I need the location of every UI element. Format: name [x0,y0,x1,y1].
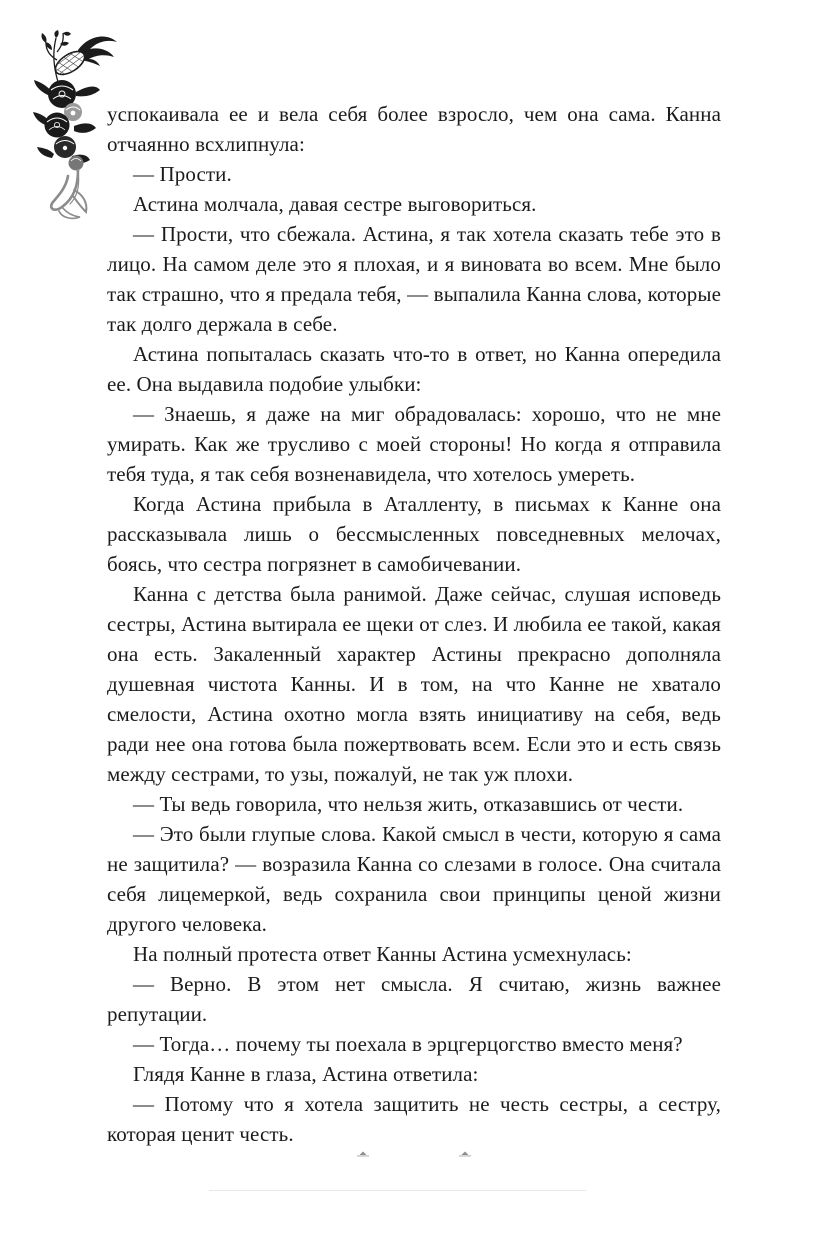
paragraph-11: На полный протеста ответ Канны Астина усмехнулась: [133,942,632,966]
scene-divider-mark-icon [356,1151,370,1158]
paragraph-3: Астина молчала, давая сестре выговориться. [133,192,537,216]
paragraph-13: — Тогда… почему ты поехала в эрцгерцогство вместо меня? [133,1032,683,1056]
paragraph-10: — Это были глупые слова. Какой смысл в чести, которую я сама не защитила? — возразила Канна со слезами в голосе. Она считала себя лицемеркой, ведь сохранила свои принципы ценой жизни другого человека. [107,822,721,936]
paragraph-8: Канна с детства была ранимой. Даже сейчас, слушая исповедь сестры, Астина вытирала ее щеки от слез. И любила ее такой, какая она есть. Закаленный характер Астины прекрасно дополняла душевная чистота Канны. И в том, на что Канне не хватало смелости, Астина охотно могла взять инициативу на себя, ведь ради нее она готова была пожертвовать всем. Если это и есть связь между сестрами, то узы, пожалуй, не так уж плохи. [107,582,722,786]
paragraph-5: Астина попыталась сказать что-то в ответ, но Канна опередила ее. Она выдавила подобие улыбки: [107,342,721,396]
paragraph-9: — Ты ведь говорила, что нельзя жить, отказавшись от чести. [133,792,684,816]
paragraph-7: Когда Астина прибыла в Аталленту, в письмах к Канне она рассказывала лишь о бессмысленных повседневных мелочах, боясь, что сестра погрязнет в самобичевании. [107,492,721,576]
paragraph-2: — Прости. [133,162,232,186]
scene-divider-mark-icon [458,1151,472,1158]
page-text-block [107,99,721,1149]
footer-divider-line [209,1190,586,1191]
paragraph-14: Глядя Канне в глаза, Астина ответила: [133,1062,479,1086]
paragraph-15: — Потому что я хотела защитить не честь сестры, а сестру, которая ценит честь. [107,1092,721,1146]
paragraph-12: — Верно. В этом нет смысла. Я считаю, жизнь важнее репутации. [107,972,721,1026]
floral-ornament-icon [28,30,118,220]
paragraph-6: — Знаешь, я даже на миг обрадовалась: хорошо, что не мне умирать. Как же трусливо с моей стороны! Но когда я отправила тебя туда, я так себя возненавидела, что хотелось умереть. [107,402,721,486]
paragraph-1: успокаивала ее и вела себя более взросло, чем она сама. Канна отчаянно всхлипнула: [107,102,721,156]
paragraph-4: — Прости, что сбежала. Астина, я так хотела сказать тебе это в лицо. На самом деле это я плохая, и я виновата во всем. Мне было так страшно, что я предала тебя, — выпалила Канна слова, которые так долго держала в себе. [107,222,721,336]
